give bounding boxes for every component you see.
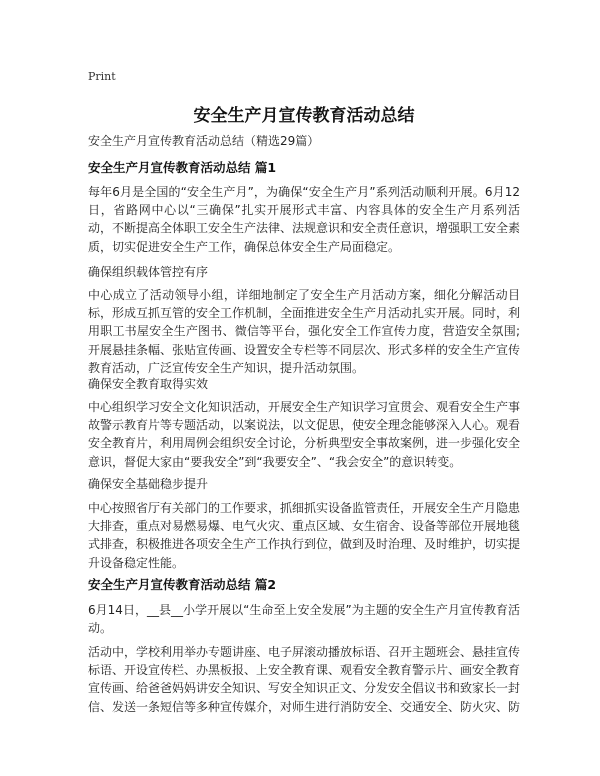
subsection-body-2: 中心组织学习安全文化知识活动，开展安全生产知识学习宣贯会、观看安全生产事故警示教育片等专题活动，以案说法，以文促思，使安全理念能够深入人心。观看安全教育片，利用周例会组织安全讨论，分析典型安全事故案例，进一步强化安全意识，督促大家由“要我安全”到“我要安全”、“我会安全”的意识转变。 [88, 400, 521, 469]
section-heading-1: 安全生产月宣传教育活动总结 篇1 [88, 160, 277, 175]
document-subtitle: 安全生产月宣传教育活动总结（精选29篇） [88, 134, 320, 148]
section-1-intro: 每年6月是全国的“安全生产月”，为确保“安全生产月”系列活动顺利开展。6月12日，省路网中心以“三确保”扎实开展形式丰富、内容具体的安全生产月系列活动，不断提高全体职工安全生产法律、法规意识和安全责任意识，增强职工安全素质，切实促进安全生产工作，确保总体安全生产局面稳定。 [88, 185, 521, 254]
section-heading-2: 安全生产月宣传教育活动总结 篇2 [88, 577, 277, 592]
subsection-title-3: 确保安全基础稳步提升 [88, 477, 209, 491]
subsection-title-1: 确保组织载体管控有序 [88, 265, 209, 279]
document-title: 安全生产月宣传教育活动总结 [193, 106, 415, 126]
section-2-paragraph-1: 6月14日，__县__小学开展以“生命至上安全发展”为主题的安全生产月宣传教育活动。 [88, 603, 520, 636]
subsection-body-3: 中心按照省厅有关部门的工作要求，抓细抓实设备监管责任，开展安全生产月隐患大排查，重点对易燃易爆、电气火灾、重点区域、女生宿舍、设备等部位开展地毯式排查，积极推进各项安全生产工作执行到位，做到及时治理、及时维护，切实提升设备稳定性能。 [88, 501, 521, 570]
subsection-body-1: 中心成立了活动领导小组，详细地制定了安全生产月活动方案，细化分解活动目标，形成互抓互管的安全工作机制，全面推进安全生产月活动扎实开展。同时，利用职工书屋安全生产图书、微信等平台，强化安全工作宣传力度，营造安全氛围;开展悬挂条幅、张贴宣传画、设置安全专栏等不同层次、形式多样的安全生产宣传教育活动，广泛宣传安全生产知识，提升活动氛围。 [88, 288, 521, 375]
print-link[interactable]: Print [88, 70, 116, 83]
section-2-paragraph-2: 活动中，学校利用举办专题讲座、电子屏滚动播放标语、召开主题班会、悬挂宣传标语、开设宣传栏、办黑板报、上安全教育课、观看安全教育警示片、画安全教育宣传画、给爸爸妈妈讲安全知识、写安全知识正文、分发安全倡议书和致家长一封信、发送一条短信等多种宣传媒介，对师生进行消防安全、交通安全、防火灾、防 [88, 645, 521, 714]
subsection-title-2: 确保安全教育取得实效 [88, 377, 209, 391]
